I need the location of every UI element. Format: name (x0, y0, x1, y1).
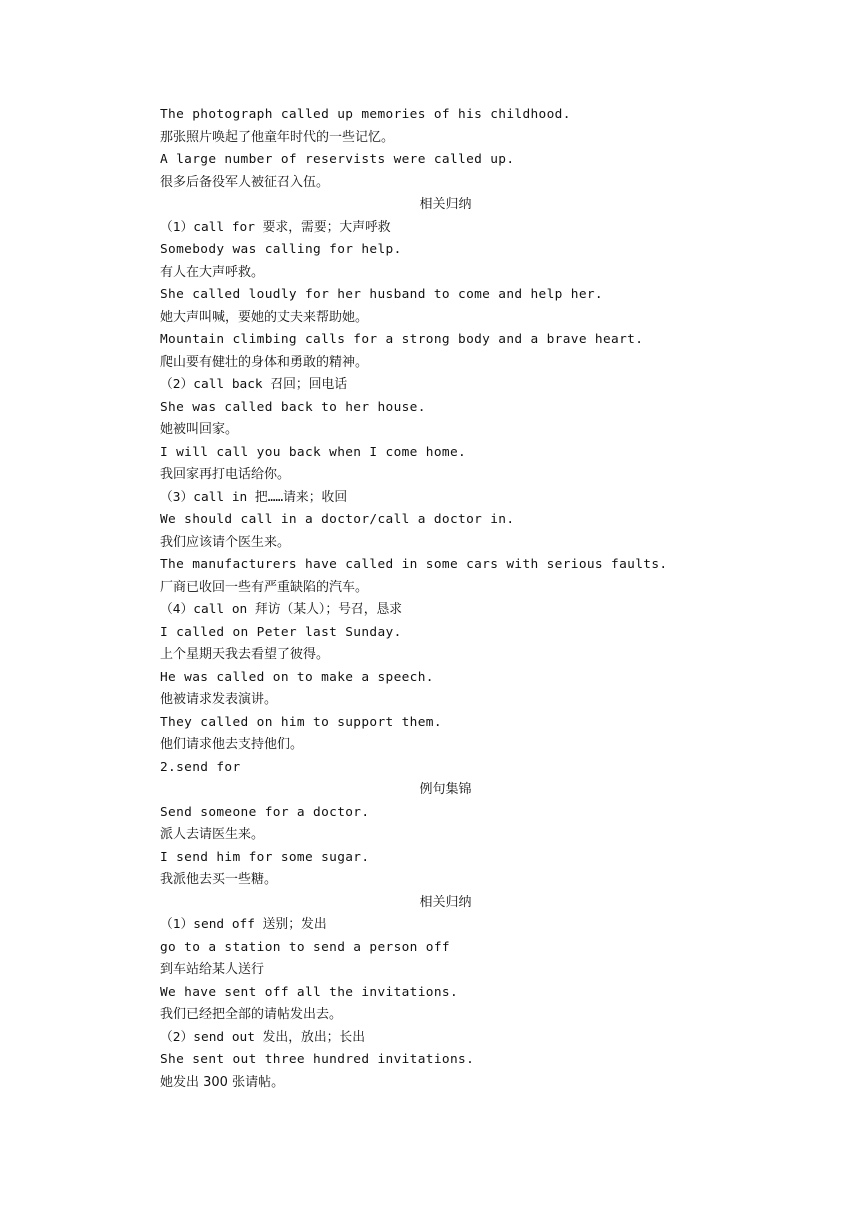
example-sentence-zh: 到车站给某人送行 (160, 962, 265, 977)
example-sentence-en: I send him for some sugar. (160, 849, 370, 865)
example-sentence-en: I called on Peter last Sunday. (160, 624, 402, 640)
document-page (160, 104, 720, 1094)
example-sentence-zh: 上个星期天我去看望了彼得。 (160, 647, 330, 662)
example-sentence-zh: 厂商已收回一些有严重缺陷的汽车。 (160, 579, 369, 595)
phrase-item: （1）send off 送别；发出 (160, 917, 327, 932)
example-sentence-en: Send someone for a doctor. (160, 804, 370, 820)
example-sentence-en: She was called back to her house. (160, 399, 426, 415)
example-sentence-en: The manufacturers have called in some cars with serious faults. (160, 557, 668, 572)
example-sentence-en: Mountain climbing calls for a strong body and a brave heart. (160, 332, 644, 347)
example-sentence-en: She called loudly for her husband to come and help her. (160, 287, 603, 302)
example-sentence-zh: 派人去请医生来。 (160, 827, 265, 842)
example-sentence-en: We should call in a doctor/call a doctor in. (160, 512, 515, 527)
example-sentence-en: He was called on to make a speech. (160, 669, 434, 685)
example-sentence-zh: 她大声叫喊，要她的丈夫来帮助她。 (160, 309, 369, 325)
example-sentence-en: We have sent off all the invitations. (160, 984, 459, 1000)
example-sentence-zh: 我们应该请个医生来。 (160, 534, 291, 550)
section-heading: 例句集锦 (419, 782, 472, 797)
example-sentence-zh: 我回家再打电话给你。 (160, 467, 291, 482)
section-heading: 相关归纳 (419, 197, 472, 212)
example-sentence-en: I will call you back when I come home. (160, 444, 467, 460)
example-sentence-en: A large number of reservists were called up. (160, 152, 515, 167)
example-sentence-zh: 有人在大声呼救。 (160, 264, 265, 280)
phrase-item: （4）call on 拜访（某人）；号召，恳求 (160, 602, 403, 617)
example-sentence-zh: 我派他去买一些糖。 (160, 872, 278, 887)
example-sentence-zh: 她被叫回家。 (160, 422, 239, 437)
phrase-item: （2）call back 召回；回电话 (160, 377, 348, 392)
example-sentence-zh: 他们请求他去支持他们。 (160, 737, 304, 752)
phrase-item: （1）call for 要求，需要；大声呼救 (160, 219, 391, 235)
example-sentence-en: Somebody was calling for help. (160, 242, 402, 257)
item-heading: 2.send for (160, 759, 241, 775)
example-sentence-en: She sent out three hundred invitations. (160, 1052, 475, 1067)
phrase-item: （2）send out 发出，放出；长出 (160, 1029, 366, 1045)
example-sentence-en: They called on him to support them. (160, 714, 442, 730)
example-sentence-zh: 爬山要有健壮的身体和勇敢的精神。 (160, 354, 369, 370)
phrase-item: （3）call in 把……请来；收回 (160, 489, 348, 505)
example-sentence-zh: 那张照片唤起了他童年时代的一些记忆。 (160, 129, 395, 145)
example-sentence-zh: 我们已经把全部的请帖发出去。 (160, 1007, 343, 1022)
section-heading: 相关归纳 (419, 894, 472, 910)
example-sentence-en: The photograph called up memories of his childhood. (160, 107, 571, 122)
example-sentence-zh: 很多后备役军人被征召入伍。 (160, 174, 330, 190)
example-sentence-zh: 他被请求发表演讲。 (160, 692, 278, 707)
example-sentence-en: go to a station to send a person off (160, 939, 450, 955)
example-sentence-zh: 她发出 300 张请帖。 (160, 1074, 285, 1090)
